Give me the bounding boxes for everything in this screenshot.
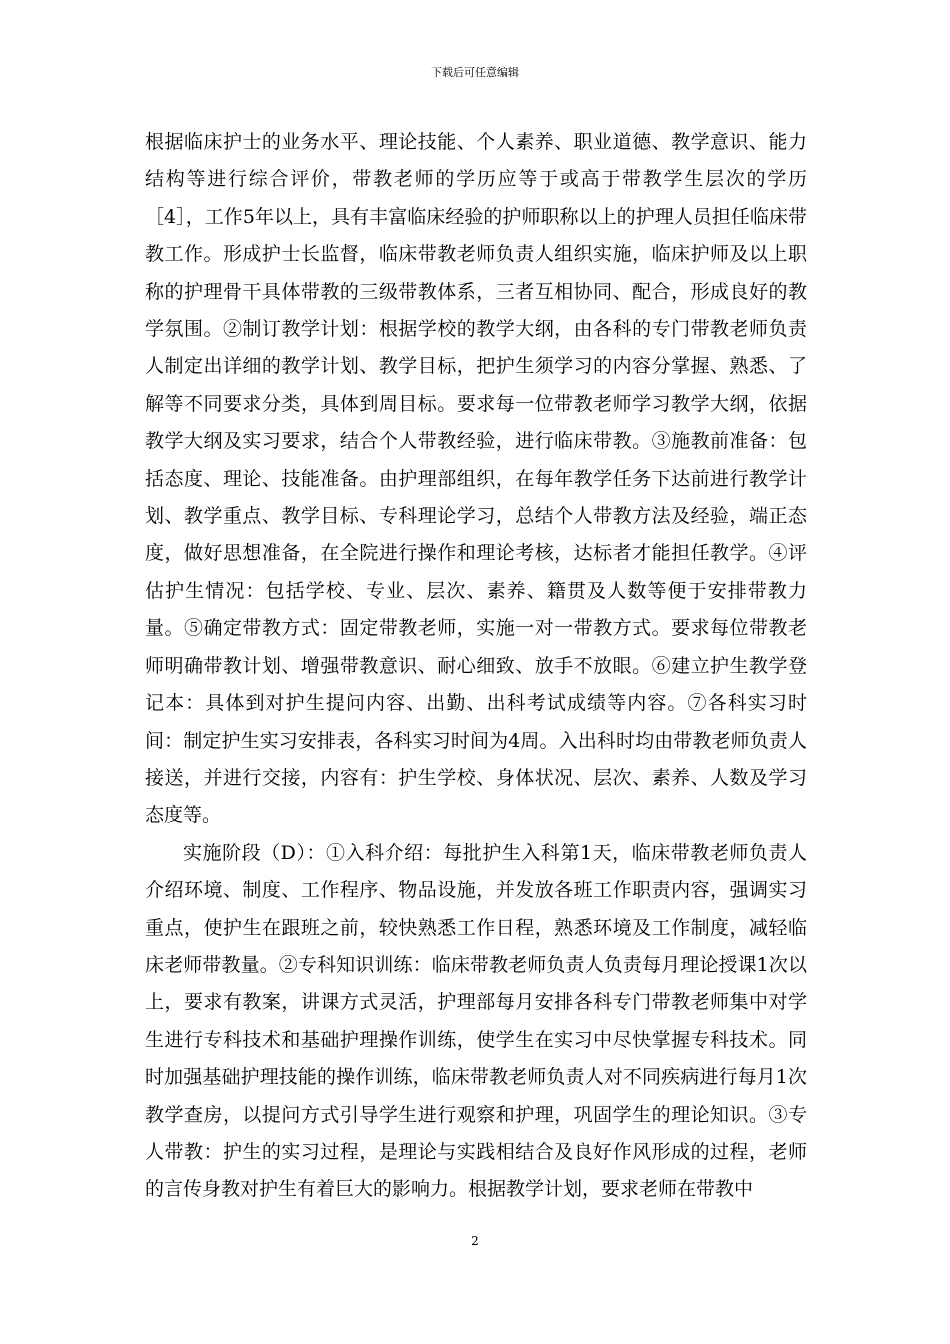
paragraph-implementation-stage: 实施阶段（D）：①入科介绍：每批护生入科第1天，临床带教老师负责人介绍环境、制度、工作程序、物品设施，并发放各班工作职责内容，强调实习重点，使护生在跟班之前，较快熟悉工作日程，熟悉环境及工作制度，减轻临床老师带教量。②专科知识训练：临床带教老师负责人负责每月理论授课1次以上，要求有教案，讲课方式灵活，护理部每月安排各科专门带教老师集中对学生进行专科技术和基础护理操作训练，使学生在实习中尽快掌握专科技术。同时加强基础护理技能的操作训练，临床带教老师负责人对不同疾病进行每月1次教学查房，以提问方式引导学生进行观察和护理，巩固学生的理论知识。③专人带教：护生的实习过程，是理论与实践相结合及良好作风形成的过程，老师的言传身教对护生有着巨大的影响力。根据教学计划，要求老师在带教中 (145, 841, 807, 1201)
paragraph-continued: 根据临床护士的业务水平、理论技能、个人素养、职业道德、教学意识、能力结构等进行综合评价，带教老师的学历应等于或高于带教学生层次的学历［4］，工作5年以上，具有丰富临床经验的护师职称以上的护理人员担任临床带教工作。形成护士长监督，临床带教老师负责人组织实施，临床护师及以上职称的护理骨干具体带教的三级带教体系，三者互相协同、配合，形成良好的教学氛围。②制订教学计划：根据学校的教学大纲，由各科的专门带教老师负责人制定出详细的教学计划、教学目标，把护生须学习的内容分掌握、熟悉、了解等不同要求分类，具体到周目标。要求每一位带教老师学习教学大纲，依据教学大纲及实习要求，结合个人带教经验，进行临床带教。③施教前准备：包括态度、理论、技能准备。由护理部组织，在每年教学任务下达前进行教学计划、教学重点、教学目标、专科理论学习，总结个人带教方法及经验，端正态度，做好思想准备，在全院进行操作和理论考核，达标者才能担任教学。④评估护生情况：包括学校、专业、层次、素养、籍贯及人数等便于安排带教力量。⑤确定带教方式：固定带教老师，实施一对一带教方式。要求每位带教老师明确带教计划、增强带教意识、耐心细致、放手不放眼。⑥建立护生教学登记本：具体到对护生提问内容、出勤、出科考试成绩等内容。⑦各科实习时间：制定护生实习安排表，各科实习时间为4周。入出科时均由带教老师负责人接送，并进行交接，内容有：护生学校、身体状况、层次、素养、人数及学习态度等。 (145, 131, 807, 827)
page-header: 下载后可任意编辑 (431, 66, 519, 79)
document-body (145, 124, 807, 1209)
page-number: 2 (471, 1234, 479, 1248)
